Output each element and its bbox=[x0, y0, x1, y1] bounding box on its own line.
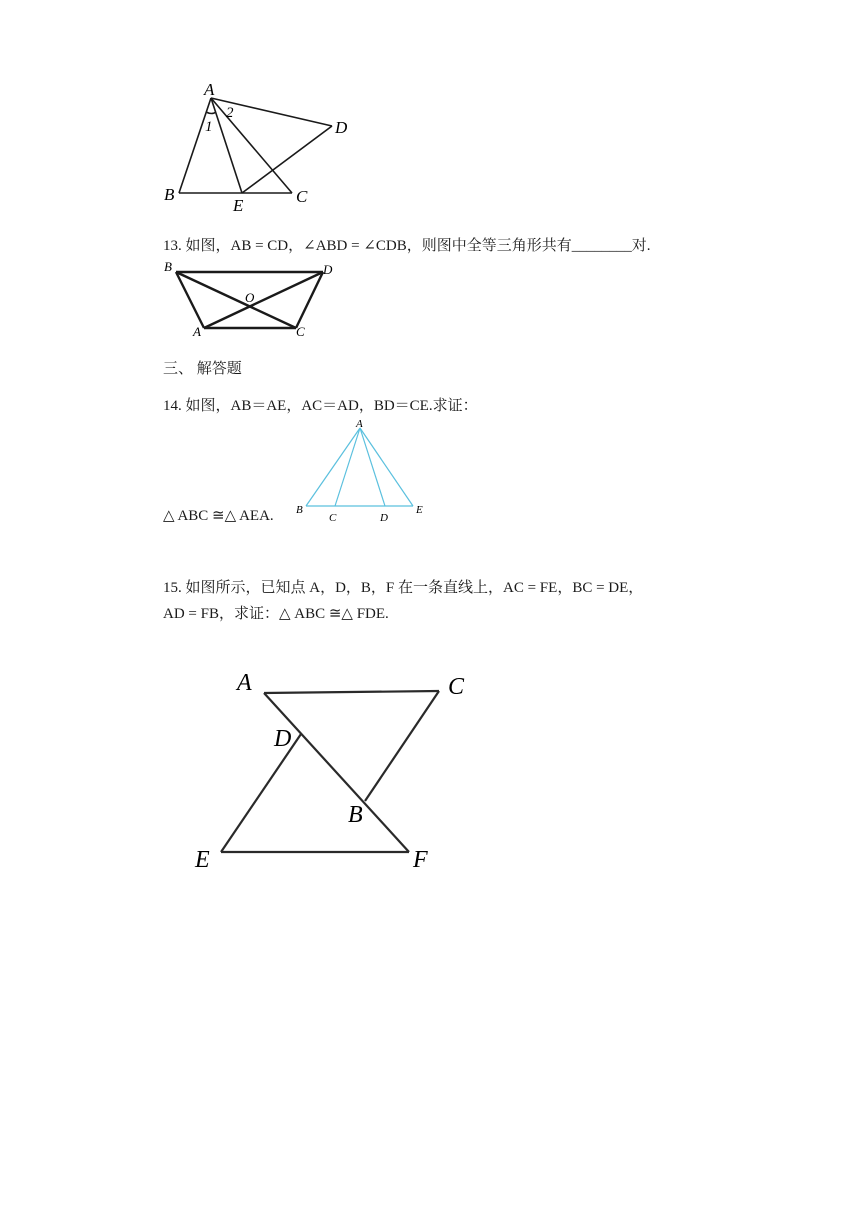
label-b: B bbox=[164, 259, 172, 274]
segment-ba bbox=[176, 272, 204, 328]
segment-ae bbox=[360, 428, 413, 506]
segment-ac bbox=[264, 691, 439, 693]
segment-ac bbox=[335, 428, 360, 506]
figure-q15 bbox=[185, 660, 485, 880]
label-c: C bbox=[296, 324, 305, 339]
label-a: A bbox=[204, 80, 215, 99]
section-heading: 三、 解答题 bbox=[163, 361, 242, 377]
label-c: C bbox=[296, 187, 308, 206]
label-angle-2: 2 bbox=[226, 105, 234, 121]
question-15-line-2: AD = FB，求证：△ ABC ≅△ FDE. bbox=[163, 606, 389, 622]
question-14-text: 14. 如图，AB＝AE，AC＝AD，BD＝CE.求证： bbox=[163, 398, 478, 414]
label-f: F bbox=[413, 847, 428, 873]
segment-ad bbox=[204, 272, 323, 328]
label-e: E bbox=[195, 847, 210, 873]
label-d: D bbox=[323, 262, 333, 277]
question-15-line-1: 15. 如图所示，已知点 A，D，B，F 在一条直线上，AC = FE，BC = DE， bbox=[163, 580, 644, 596]
figure-q14 bbox=[293, 416, 433, 524]
question-13-text: 13. 如图，AB = CD，∠ABD = ∠CDB，则图中全等三角形共有________对. bbox=[163, 238, 651, 254]
label-d: D bbox=[335, 118, 348, 137]
segment-ed bbox=[242, 126, 332, 193]
label-e: E bbox=[233, 196, 244, 215]
segment-ac bbox=[211, 98, 292, 193]
label-b: B bbox=[296, 504, 303, 516]
question-14-conclusion: △ ABC ≅△ AEA. bbox=[163, 508, 274, 524]
segment-bc bbox=[176, 272, 296, 328]
label-d: D bbox=[274, 726, 292, 752]
label-a: A bbox=[193, 324, 201, 339]
label-b: B bbox=[164, 185, 175, 204]
label-a: A bbox=[237, 670, 252, 696]
segment-ab bbox=[306, 428, 360, 506]
label-c: C bbox=[329, 512, 337, 524]
label-angle-1: 1 bbox=[205, 119, 213, 135]
label-d: D bbox=[380, 512, 388, 524]
figure-q13 bbox=[160, 258, 350, 340]
segment-cb bbox=[365, 691, 439, 801]
label-a: A bbox=[356, 418, 363, 430]
segment-dc bbox=[296, 272, 323, 328]
label-o: O bbox=[245, 290, 255, 305]
label-e: E bbox=[416, 504, 423, 516]
segment-af bbox=[264, 693, 409, 852]
figure-q12 bbox=[150, 75, 350, 215]
label-b: B bbox=[348, 802, 363, 828]
label-c: C bbox=[448, 674, 465, 700]
angle-arc-1 bbox=[206, 112, 216, 114]
segment-ad bbox=[360, 428, 385, 506]
